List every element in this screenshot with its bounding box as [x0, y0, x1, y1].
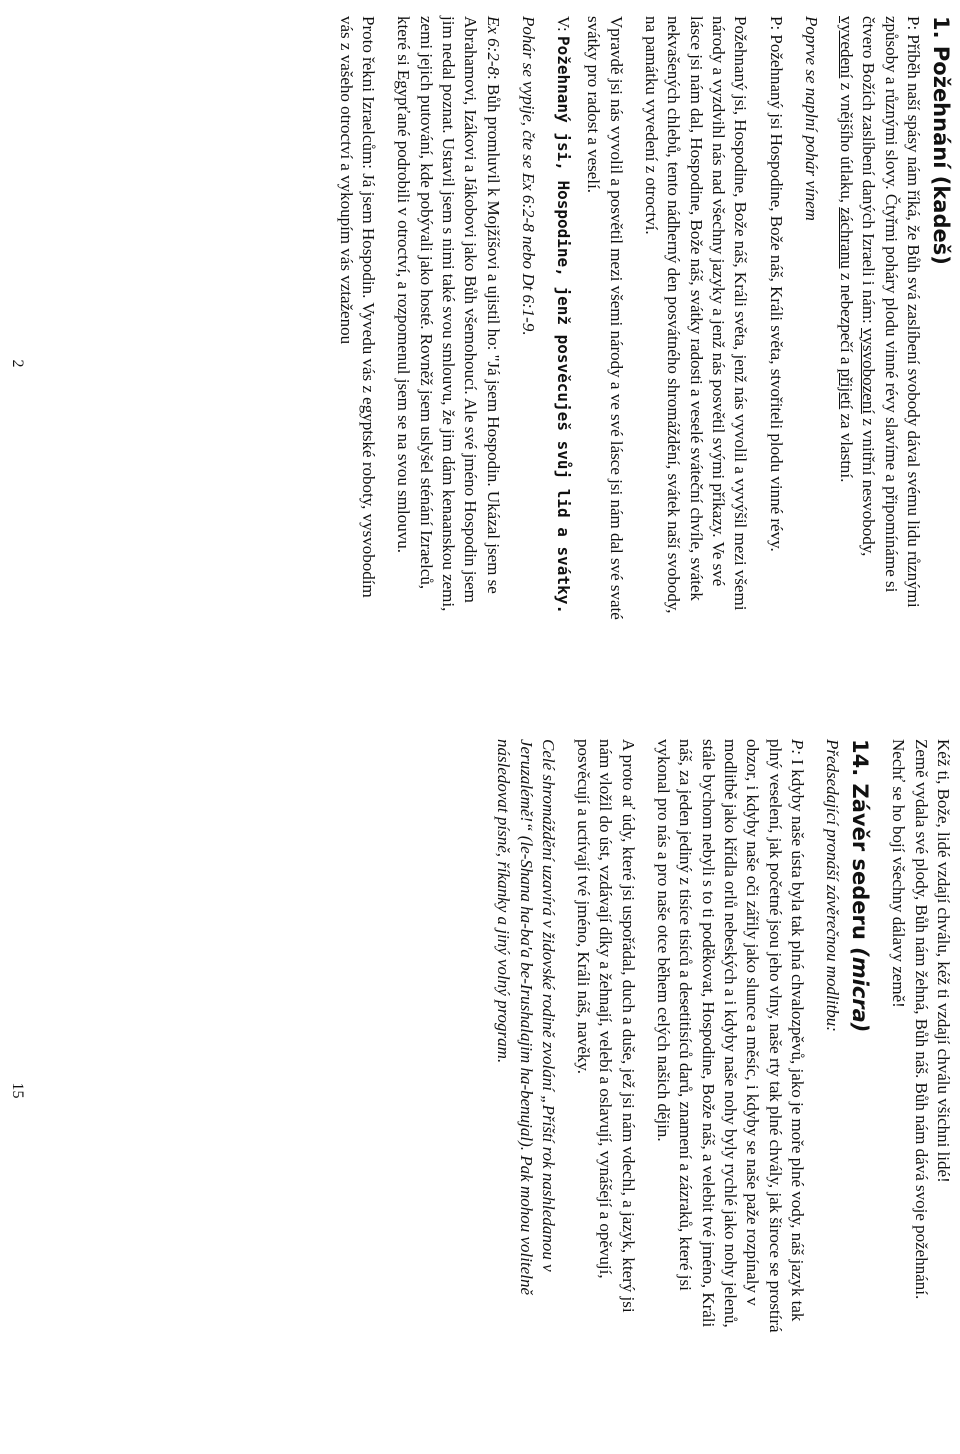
page-number-left: 2	[9, 359, 26, 368]
intro-text-3: z vnějšího útlaku,	[837, 78, 857, 208]
scripture-text: : Bůh promluvil k Mojžíšovi a ujistil ho: "Já jsem Hospodin. Ukázal jsem se Abrahamovi, Izákovi a Jákobovi jako Bůh všemohoucí. Ale své jméno Hospodin jsem jim nedal poznat. Ustavil jsem s nimi také svou smlouvu, že jim dám kenaanskou zemi, zemi jejich putování, kde pobývali jako hosté. Rovněž jsem uslyšel sténání Izraelců, které si Egypťané podrobili v otroctví, a rozpomenul jsem se na svou smlouvu.	[394, 16, 503, 612]
rubric-closing-prayer: Předsedající pronáší závěrečnou modlitbu:	[823, 739, 843, 1032]
psalm-praise: Kéž ti, Bože, lidé vzdají chválu, kéž ti vzdají chválu všichni lidé!	[934, 739, 953, 1183]
rubric-drink-read: Pohár se vypije, čte se Ex 6:2-8 nebo Dt 6:1-9.	[518, 16, 538, 336]
response-people	[552, 16, 574, 620]
left-text-column	[334, 16, 954, 620]
closing-prayer-text: I kdyby naše ústa byla tak plná chvalozpěvů, jako je moře plné vody, náš jazyk tak plný veselení, jak početné jsou jeho vlny, naše rty tak plné chvály, jak široce se prostírá obzor, i kdyby naše oči zářily jako slunce a měsíc, i kdyby se naše paže rozpínaly v modlitbě jako křídla orlů nebeských a i kdyby naše nohy byly rychlé jako nohy jelenů, stále bychom nebyli s to ti poděkovat, Hospodine, Bože náš, a velebit tvé jméno, Králi náš, za jeden jediný z tisíce tisíců a desetitisíců darů, znamení a zázraků, které jsi vykonal pro nás a pro naše otce během celých našich dějin.	[654, 739, 807, 1333]
paragraph-limbs: A proto ať údy, které jsi uspořádal, duch a duše, jež jsi nám vdechl, a jazyk, který jsi nám vložil do úst, vzdávají díky a žehnají, velebí a oslavují, vynášejí a opěvují, posvěcují a uctívají tvé jméno, Králi náš, navěky.	[574, 739, 638, 1313]
scripture-reference: Ex 6:2-8	[483, 16, 503, 76]
paragraph-truly: Vpravdě jsi nás vyvolil a posvětil mezi všemi národy a ve své lásce jsi nám dal své svaté svátky pro radost a veselí.	[584, 16, 626, 620]
rubric-fill-cup: Poprve se naplní pohár vínem	[801, 16, 821, 221]
right-text-column	[492, 739, 954, 1343]
blessing-wine: P: Požehnaný jsi Hospodine, Bože náš, Králi světa, stvořiteli plodu vinné révy.	[766, 16, 786, 552]
intro-text-5: za vlastní.	[837, 409, 857, 483]
intro-paragraph	[835, 16, 924, 620]
closing-heading-term: (micra)	[848, 947, 873, 1033]
section-heading-blessing: 1. Požehnání (kadeš)	[929, 16, 953, 265]
underlined-word-rescue: záchranu	[837, 207, 857, 269]
speaker-label: P:	[787, 739, 807, 756]
intro-text-1: P: Příběh naší spásy nám říká, že Bůh svá zaslíbení svobody dával svému lidu různými způsoby a různými slovy. Čtyřmi poháry plodu vinné révy slavíme a připomínáme si čtvero Božích zaslíbení daných Izraeli i nám:	[859, 16, 923, 608]
page-number-right: 15	[9, 1082, 26, 1099]
underlined-word-bringing-out: vyvedení	[837, 16, 857, 79]
right-page	[0, 727, 960, 1454]
closing-heading-text: 14. Závěr sederu	[848, 739, 873, 948]
underlined-word-deliverance: vysvobození	[859, 328, 879, 414]
paragraph-therefore: Proto řekni Izraelcům: Já jsem Hospodin. Vyvedu vás z egyptské roboty, vysvobodím vás z vašeho otroctví a vykoupím vás vztaženou	[336, 16, 379, 598]
section-heading-closing	[847, 739, 873, 1343]
scripture-exodus	[392, 16, 503, 620]
closing-rubric: Celé shromáždění uzavírá v židovské rodině zvolání „Příští rok nashledanou v Jeruzalémě!“ (le-Shana ha-ba'a be-Irushalajim ha-benujal). Pak mohou volitelně následovat písně, říkanky a jiný volný program.	[494, 739, 558, 1296]
response-text: Požehnaný jsi, Hospodine, jenž posvěcuješ svůj lid a svátky.	[554, 36, 574, 614]
underlined-word-acceptance: přijetí	[837, 368, 857, 410]
closing-prayer	[652, 739, 808, 1343]
psalm-earth: Země vydala své plody, Bůh nám žehná, Bůh náš. Bůh nám dává svoje požehnání. Nechť se ho bojí všechny dálavy země!	[889, 739, 931, 1300]
response-label: V:	[554, 16, 574, 36]
blessing-chosen: Požehnaný jsi, Hospodine, Bože náš, Králi světa, jenž nás vyvolil a vyvýšil mezi všemi národy a vyzdvihl nás nad všechny jazyky a jenž nás posvětil svými příkazy. Ve své lásce jsi nám dal, Hospodine, Bože náš, svátky radosti a veselé sváteční chvíle, svátek nekvašených chlebů, tento nádherný den posvátného shromáždění, svátek naší svobody, na památku vyvedení z otroctví.	[642, 16, 751, 614]
intro-text-2: z vnitřní nesvobody,	[859, 413, 879, 557]
intro-text-4: z nebezpečí a	[837, 268, 857, 369]
